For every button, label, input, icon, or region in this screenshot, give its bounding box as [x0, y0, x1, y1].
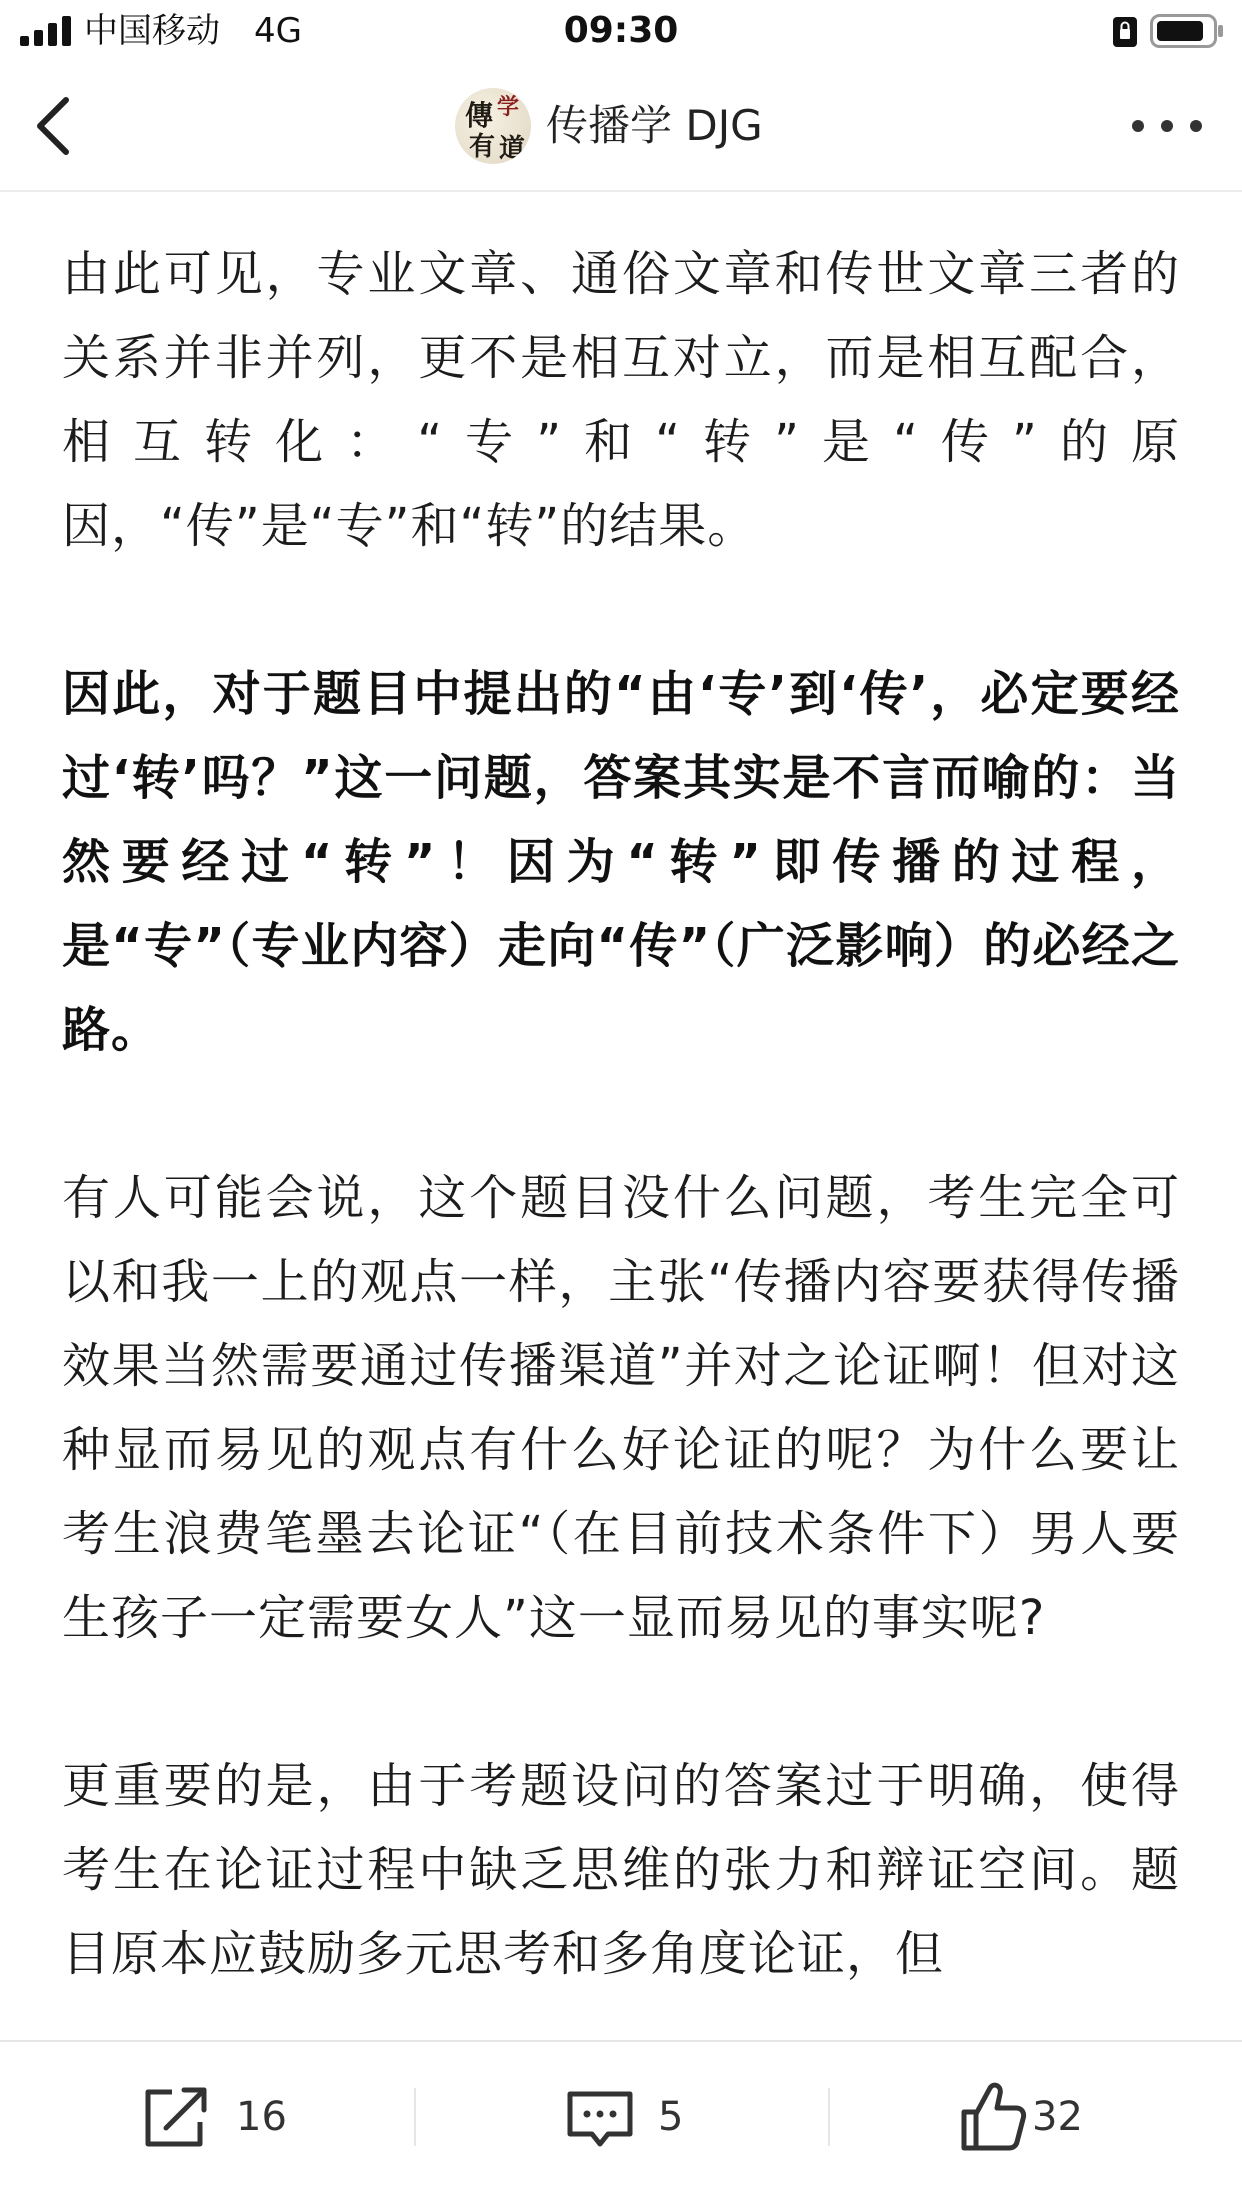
avatar-glyph: 道 — [499, 134, 526, 164]
avatar-glyph: 有 — [469, 132, 496, 162]
more-button[interactable] — [1128, 106, 1206, 146]
article-paragraph: 更重要的是，由于考题设问的答案过于明确，使得考生在论证过程中缺乏思维的张力和辩证空间。题目原本应鼓励多元思考和多角度论证，但 — [62, 1758, 1180, 1982]
more-dots-icon — [1132, 120, 1202, 132]
account-name[interactable]: 传播学 DJG — [546, 101, 763, 150]
article-paragraph-emphasis: 因此，对于题目中提出的“由‘专’到‘传’，必定要经过‘转’吗？”这一问题，答案其实是不言而喻的：当然要经过“转”！因为“转”即传播的过程，是“专”（专业内容）走向“传”（广泛影响）的必经之路。 — [62, 666, 1180, 1058]
account-avatar[interactable] — [455, 88, 531, 164]
network-type: 4G — [254, 11, 302, 51]
nav-bar — [0, 62, 1242, 192]
paragraph-spacer — [62, 1660, 1180, 1744]
article-body — [62, 192, 1180, 2042]
article-paragraph: 由此可见，专业文章、通俗文章和传世文章三者的关系并非并列，更不是相互对立，而是相互配合，相互转化：“专”和“转”是“传”的原因，“传”是“专”和“转”的结果。 — [62, 246, 1180, 554]
avatar-glyph: 学 — [497, 94, 520, 120]
share-count: 16 — [236, 2094, 287, 2140]
avatar-glyph: 傳 — [465, 99, 494, 132]
back-button[interactable] — [20, 88, 90, 164]
like-count: 32 — [1032, 2094, 1083, 2140]
battery-icon — [1150, 14, 1224, 48]
status-bar — [0, 0, 1242, 62]
article-paragraph: 有人可能会说，这个题目没什么问题，考生完全可以和我一上的观点一样，主张“传播内容要获得传播效果当然需要通过传播渠道”并对之论证啊！但对这种显而易见的观点有什么好论证的呢？为什么要让考生浪费笔墨去论证“（在目前技术条件下）男人要生孩子一定需要女人”这一显而易见的事实呢? — [62, 1170, 1180, 1646]
like-button[interactable] — [958, 2078, 1098, 2158]
carrier-name: 中国移动 — [84, 11, 220, 51]
comment-icon — [560, 2078, 640, 2158]
paragraph-spacer — [62, 568, 1180, 652]
signal-strength-icon — [20, 16, 72, 46]
paragraph-spacer — [62, 1072, 1180, 1156]
divider — [828, 2088, 830, 2146]
bottom-action-bar — [0, 2040, 1242, 2208]
orientation-lock-icon — [1112, 16, 1138, 48]
divider — [414, 2088, 416, 2146]
thumbs-up-icon — [958, 2078, 1028, 2158]
chevron-left-icon — [40, 100, 66, 152]
comment-button[interactable] — [560, 2078, 700, 2158]
status-time: 09:30 — [563, 10, 679, 51]
comment-count: 5 — [658, 2094, 684, 2140]
share-icon — [138, 2078, 218, 2158]
share-button[interactable] — [138, 2078, 298, 2158]
